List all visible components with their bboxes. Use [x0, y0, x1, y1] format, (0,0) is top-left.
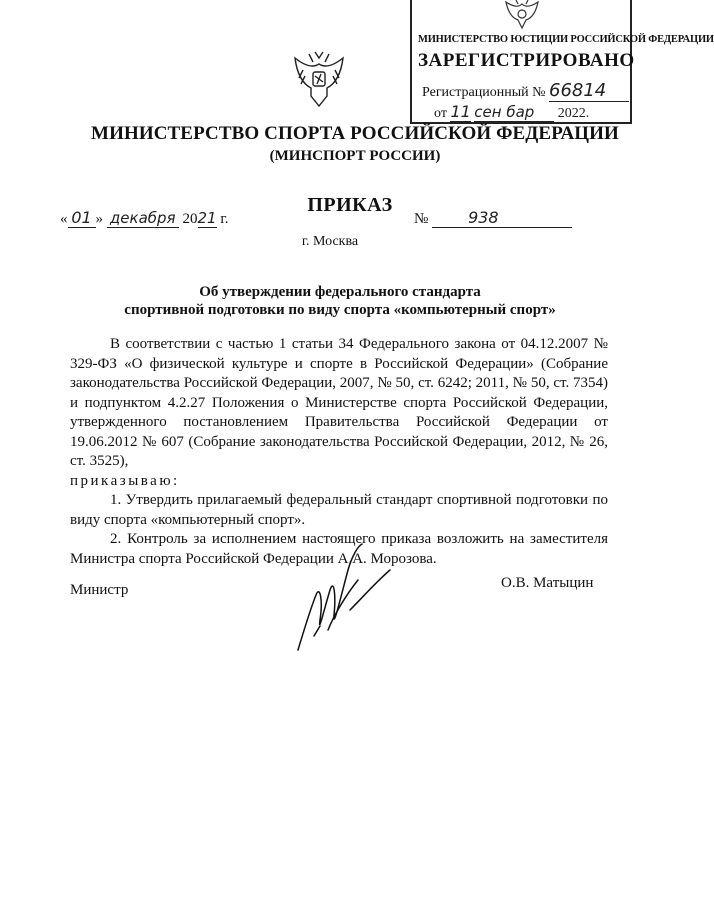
handwritten-signature-icon	[290, 540, 400, 660]
order-title: ПРИКАЗ	[307, 194, 393, 216]
coat-of-arms-icon	[291, 50, 347, 114]
order-year-suffix: 21	[197, 209, 217, 227]
order-number-label: №	[414, 211, 429, 227]
order-date	[60, 208, 229, 228]
order-word: приказываю:	[70, 472, 180, 489]
order-month: декабря	[107, 209, 179, 228]
order-year-unit: г.	[220, 211, 229, 227]
city: г. Москва	[301, 234, 359, 249]
signer-name: О.В. Матыцин	[501, 575, 594, 591]
subject-line-2: спортивной подготовки по виду спорта «компьютерный спорт»	[124, 302, 556, 318]
signer-position: Министр	[70, 582, 129, 598]
registration-stamp	[410, 0, 714, 124]
order-date-quote-open: «	[60, 211, 68, 227]
stamp-date-prefix: от	[434, 106, 447, 121]
order-number	[414, 208, 572, 228]
stamp-date-day: 11	[450, 102, 471, 121]
order-body	[70, 335, 608, 569]
order-subject	[90, 283, 590, 319]
order-item-1: 1. Утвердить прилагаемый федеральный стандарт спортивной подготовки по виду спорта «компьютерный спорт».	[70, 492, 608, 528]
stamp-date	[434, 102, 589, 122]
stamp-date-year: 2022.	[557, 106, 590, 121]
ministry-short-name: (МИНСПОРТ РОССИИ)	[269, 148, 441, 164]
order-item-2: 2. Контроль за исполнением настоящего приказа возложить на заместителя Министра спорта Российской Федерации А.А. Морозова.	[70, 531, 608, 567]
stamp-ministry: МИНИСТЕРСТВО ЮСТИЦИИ РОССИЙСКОЙ ФЕДЕРАЦИИ	[418, 34, 714, 45]
stamp-date-month: сен бар	[474, 103, 554, 122]
preamble-paragraph: В соответствии с частью 1 статьи 34 Федерального закона от 04.12.2007 № 329-ФЗ «О физической культуре и спорте в Российской Федерации» (Собрание законодательства Российской Федерации, 2007, № 50, ст. 6242; 2011, № 50, ст. 7354) и подпунктом 4.2.27 Положения о Министерстве спорта Российской Федерации, утвержденного постановлением Правительства Российской Федерации от 19.06.2012 № 607 (Собрание законодательства Российской Федерации, 2012, № 26, ст. 3525),	[70, 336, 608, 469]
stamp-registered: ЗАРЕГИСТРИРОВАНО	[418, 50, 635, 71]
eagle-emblem-icon	[500, 0, 544, 34]
order-date-quote-close: »	[95, 211, 103, 227]
stamp-reg-number: 66814	[549, 80, 629, 102]
ministry-title: МИНИСТЕРСТВО СПОРТА РОССИЙСКОЙ ФЕДЕРАЦИИ	[91, 123, 619, 144]
stamp-reg-label: Регистрационный №	[422, 85, 546, 100]
subject-line-1: Об утверждении федерального стандарта	[199, 284, 481, 300]
order-year-prefix: 20	[182, 211, 198, 227]
order-number-value: 938	[432, 208, 572, 228]
stamp-registration-number	[422, 80, 629, 102]
order-day: 01	[68, 208, 96, 228]
